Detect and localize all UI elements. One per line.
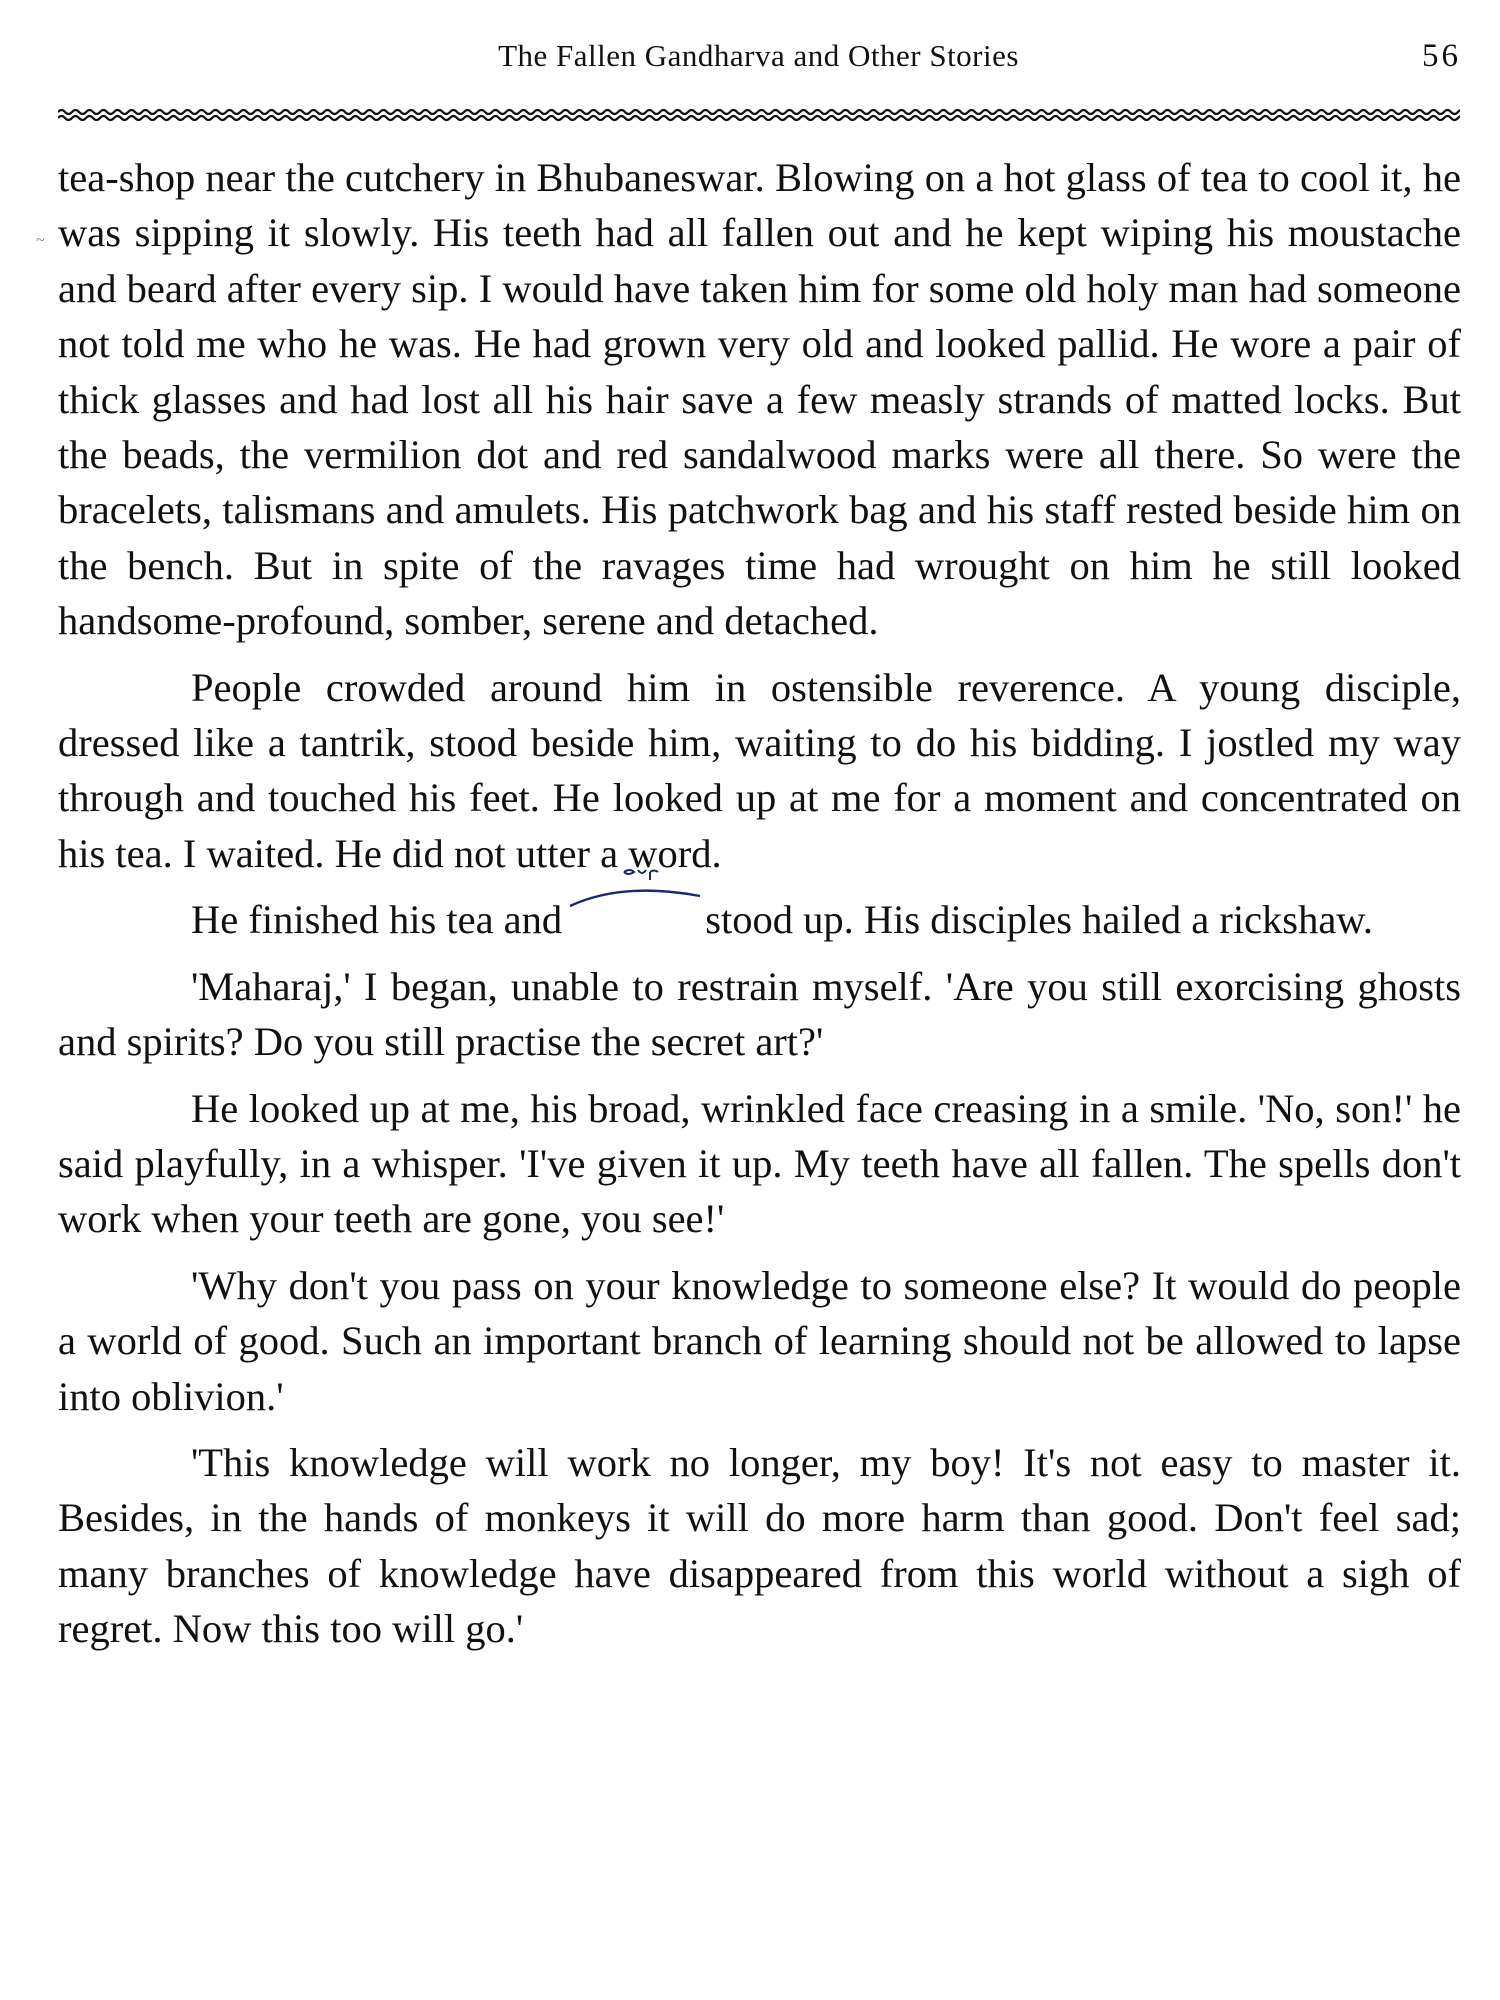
paragraph: 'This knowledge will work no longer, my boy! It's not easy to master it. Besides, in the hands of monkeys it will do more harm than good. Don't feel sad; many branches of knowledge have disappeared from this world without a sigh of regret. Now this too will go.'	[58, 1439, 1461, 1652]
page-header	[56, 38, 1461, 88]
paragraph: 'Why don't you pass on your knowledge to someone else? It would do people a world of good. Such an important branch of learning should not be allowed to lapse into oblivion.'	[58, 1262, 1461, 1419]
paragraph: tea-shop near the cutchery in Bhubaneswar. Blowing on a hot glass of tea to cool it, he was sipping it slowly. His teeth had all fallen out and he kept wiping his moustache and beard after every sip. I would have taken him for some old holy man had someone not told me who he was. He had grown very old and looked pallid. He wore a pair of thick glasses and had lost all his hair save a few measly strands of matted locks. But the beads, the vermilion dot and red sandalwood marks were all there. So were the bracelets, talismans and amulets. His patchwork bag and his staff rested beside him on the bench. But in spite of the ravages time had wrought on him he still looked handsome-profound, somber, serene and detached.	[58, 155, 1461, 644]
paragraph	[58, 892, 1461, 947]
paragraph: People crowded around him in ostensible reverence. A young disciple, dressed like a tantrik, stood beside him, waiting to do his bidding. I jostled my way through and touched his feet. He looked up at me for a moment and concentrated on his tea. I waited. He did not utter a word.	[58, 664, 1461, 876]
page-number: 56	[1422, 38, 1461, 74]
paragraph: He looked up at me, his broad, wrinkled face creasing in a smile. 'No, son!' he said playfully, in a whisper. 'I've given it up. My teeth have all fallen. The spells don't work when your teeth are gone, you see!'	[58, 1085, 1461, 1242]
paragraph: 'Maharaj,' I began, unable to restrain myself. 'Are you still exorcising ghosts and spirits? Do you still practise the secret art?'	[58, 963, 1461, 1065]
paragraph-text: up. His disciples hailed a rickshaw.	[793, 897, 1374, 943]
margin-mark: ~	[36, 232, 45, 249]
decorative-wavy-rule	[58, 106, 1460, 124]
handwritten-correction-mark	[566, 866, 706, 910]
corrected-word	[572, 892, 793, 947]
struck-word: stood	[705, 897, 794, 943]
running-title: The Fallen Gandharva and Other Stories	[498, 38, 1019, 73]
paragraph-text: He finished his tea and	[191, 897, 573, 943]
page-body	[58, 150, 1461, 1668]
